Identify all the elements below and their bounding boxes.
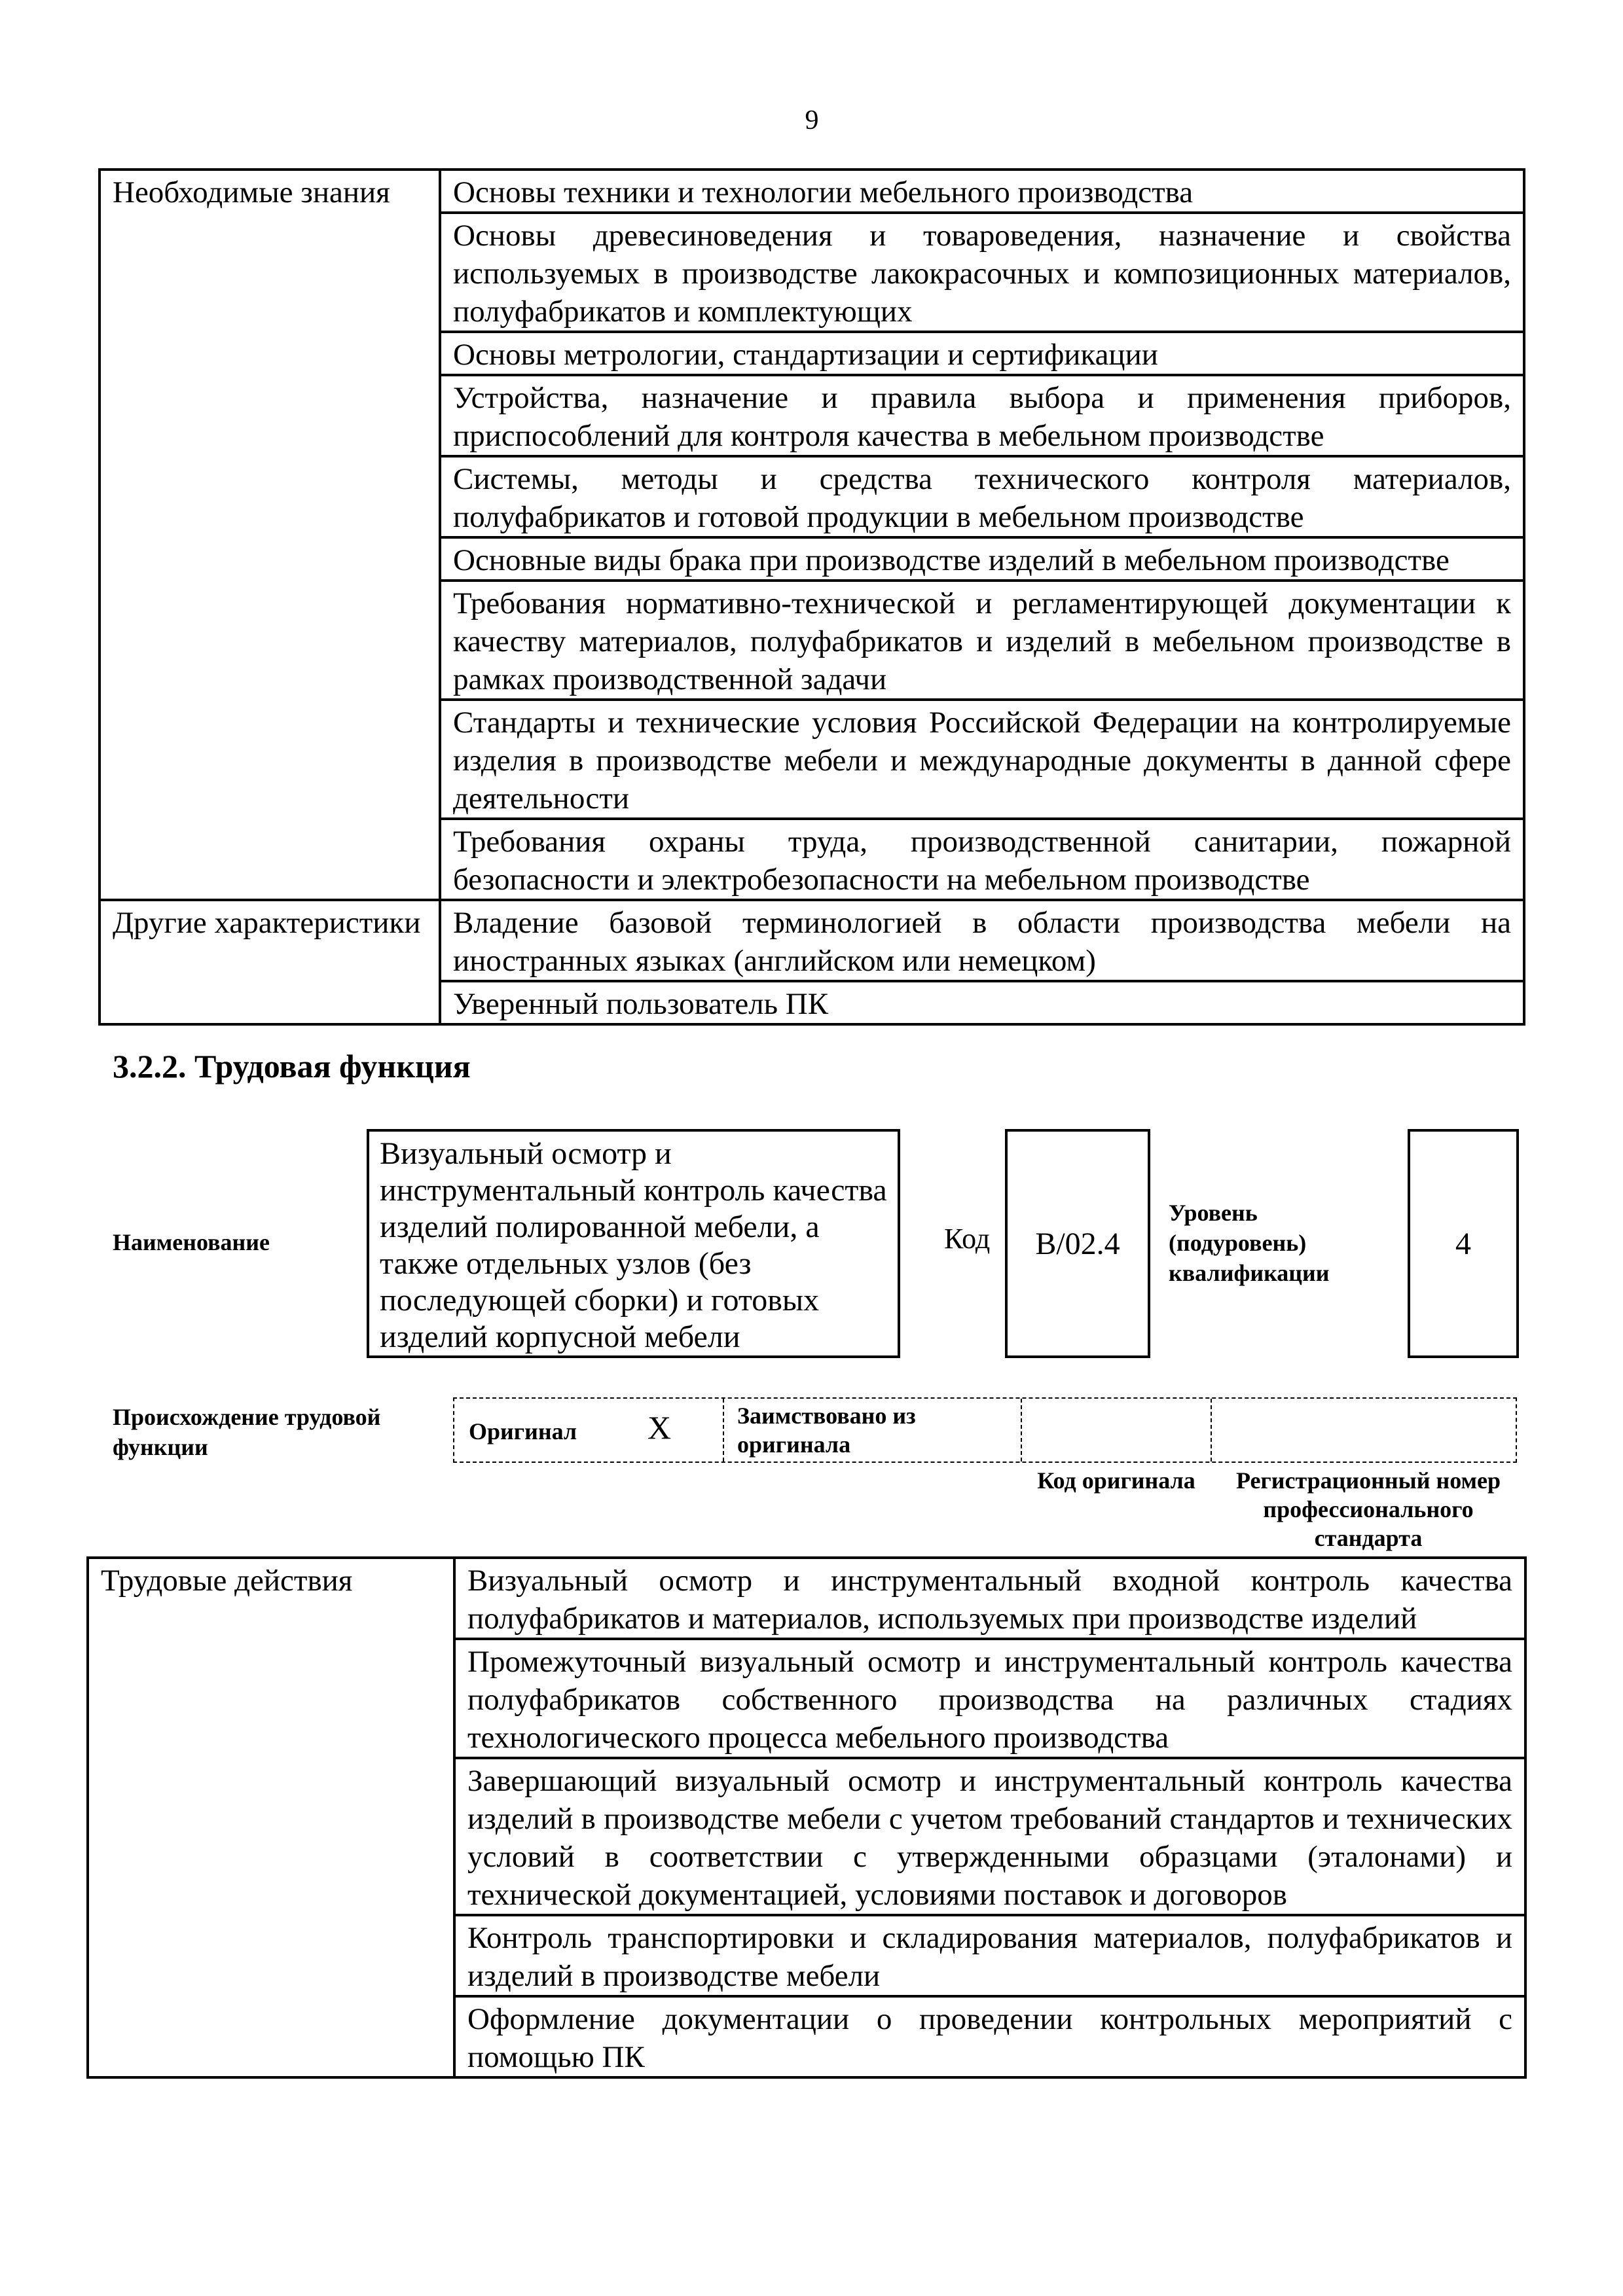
table-cell: Основы техники и технологии мебельного производства bbox=[440, 170, 1524, 213]
original-mark: X bbox=[647, 1409, 672, 1446]
labor-actions-table bbox=[86, 1556, 1527, 2079]
table-cell: Устройства, назначение и правила выбора и применения приборов, приспособлений для контроля качества в мебельном производстве bbox=[440, 375, 1524, 456]
level-value: 4 bbox=[1455, 1226, 1471, 1261]
table-cell: Основы древесиноведения и товароведения, назначение и свойства используемых в производстве лакокрасочных и композиционных материалов, полуфабрикатов и комплектующих bbox=[440, 213, 1524, 332]
origin-row bbox=[453, 1397, 1517, 1463]
knowledge-table bbox=[98, 168, 1525, 1026]
table-cell: Требования нормативно-технической и регламентирующей документации к качеству материалов, полуфабрикатов и изделий в мебельном производстве в рамках производственной задачи bbox=[440, 581, 1524, 700]
table-cell: Стандарты и технические условия Российской Федерации на контролируемые изделия в производстве мебели и международные документы в данной сфере деятельности bbox=[440, 700, 1524, 819]
table-cell: Основные виды брака при производстве изделий в мебельном производстве bbox=[440, 537, 1524, 581]
row-label-knowledge: Необходимые знания bbox=[100, 170, 440, 900]
table-cell: Уверенный пользователь ПК bbox=[440, 981, 1524, 1024]
page-number: 9 bbox=[805, 105, 819, 135]
table-row bbox=[88, 1558, 1525, 1639]
table-cell: Владение базовой терминологией в области производства мебели на иностранных языках (английском или немецком) bbox=[440, 900, 1524, 981]
level-label: Уровень (подуровень) квалификации bbox=[1169, 1200, 1330, 1286]
table-cell: Завершающий визуальный осмотр и инструментальный контроль качества изделий в производстве мебели с учетом требований стандартов и технических условий в соответствии с утвержденными образцами (эталонами) и технической документацией, условиями поставок и договоров bbox=[454, 1758, 1525, 1915]
level-box bbox=[1408, 1129, 1519, 1358]
table-row bbox=[100, 900, 1524, 981]
table-cell: Оформление документации о проведении контрольных мероприятий с помощью ПК bbox=[454, 1996, 1525, 2077]
name-label: Наименование bbox=[113, 1229, 270, 1255]
table-cell: Основы метрологии, стандартизации и сертификации bbox=[440, 332, 1524, 375]
row-label-labor-actions: Трудовые действия bbox=[88, 1558, 454, 2077]
table-cell: Системы, методы и средства технического контроля материалов, полуфабрикатов и готовой продукции в мебельном производстве bbox=[440, 456, 1524, 537]
reg-number-cell bbox=[1211, 1399, 1518, 1462]
code-original-caption: Код оригинала bbox=[1037, 1467, 1195, 1494]
table-row bbox=[100, 170, 1524, 213]
table-cell: Требования охраны труда, производственной санитарии, пожарной безопасности и электробезопасности на мебельном производстве bbox=[440, 819, 1524, 900]
table-cell: Промежуточный визуальный осмотр и инструментальный контроль качества полуфабрикатов собственного производства на различных стадиях технологического процесса мебельного производства bbox=[454, 1639, 1525, 1758]
code-original-cell bbox=[1021, 1399, 1212, 1462]
borrowed-label: Заимствовано из оригинала bbox=[737, 1403, 916, 1458]
section-heading: 3.2.2. Трудовая функция bbox=[113, 1048, 471, 1085]
code-box bbox=[1005, 1129, 1150, 1358]
original-cell bbox=[454, 1399, 724, 1462]
function-name-box: Визуальный осмотр и инструментальный контроль качества изделий полированной мебели, а также отдельных узлов (без последующей сборки) и готовых изделий корпусной мебели bbox=[367, 1129, 900, 1358]
origin-label: Происхождение трудовой функции bbox=[113, 1404, 381, 1460]
row-label-other: Другие характеристики bbox=[100, 900, 440, 1024]
original-label: Оригинал bbox=[469, 1418, 577, 1444]
code-label: Код bbox=[944, 1223, 991, 1255]
code-value: B/02.4 bbox=[1035, 1226, 1120, 1261]
table-cell: Контроль транспортировки и складирования материалов, полуфабрикатов и изделий в производстве мебели bbox=[454, 1915, 1525, 1996]
table-cell: Визуальный осмотр и инструментальный входной контроль качества полуфабрикатов и материалов, используемых при производстве изделий bbox=[454, 1558, 1525, 1639]
reg-number-caption: Регистрационный номер профессионального стандарта bbox=[1235, 1467, 1501, 1551]
borrowed-cell bbox=[723, 1399, 1022, 1462]
